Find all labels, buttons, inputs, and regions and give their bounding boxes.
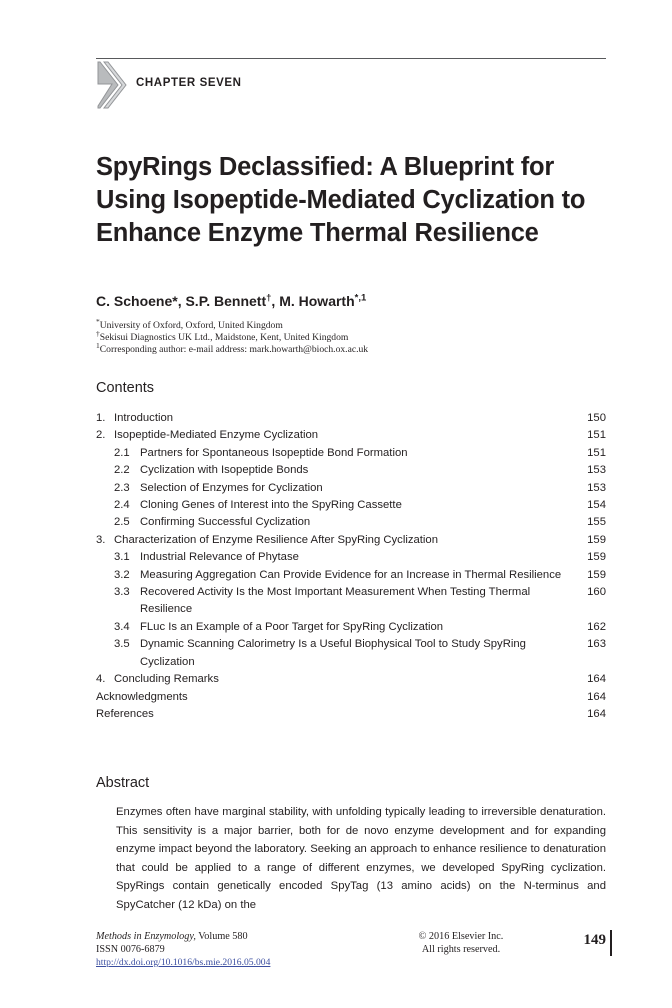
toc-label: Partners for Spontaneous Isopeptide Bond Formation bbox=[140, 446, 408, 459]
toc-label: Confirming Successful Cyclization bbox=[140, 516, 311, 529]
toc-number: 2.5 bbox=[114, 516, 130, 529]
toc-page: 160 bbox=[587, 586, 606, 599]
doi-link[interactable]: http://dx.doi.org/10.1016/bs.mie.2016.05.004 bbox=[96, 957, 271, 968]
toc-number: 4. bbox=[96, 673, 106, 686]
toc-entry[interactable] bbox=[96, 480, 606, 497]
toc-page: 159 bbox=[587, 551, 606, 564]
toc-number: 1. bbox=[96, 412, 106, 424]
page-edge-bar bbox=[610, 930, 612, 956]
chapter-label: CHAPTER SEVEN bbox=[136, 77, 242, 89]
toc-label: Acknowledgments bbox=[96, 690, 188, 703]
chevron-right-icon bbox=[96, 61, 130, 109]
footer-copyright-block bbox=[396, 930, 526, 956]
toc-label: Isopeptide-Mediated Enzyme Cyclization bbox=[114, 429, 319, 442]
toc-label: Concluding Remarks bbox=[114, 673, 219, 686]
footer-series-block bbox=[96, 930, 248, 956]
toc-entry[interactable] bbox=[96, 706, 606, 723]
toc-entry[interactable] bbox=[96, 671, 606, 688]
contents-heading: Contents bbox=[96, 380, 155, 396]
toc-page: 164 bbox=[587, 707, 606, 720]
toc-entry[interactable] bbox=[96, 462, 606, 479]
toc-number: 3.1 bbox=[114, 551, 130, 564]
toc-entry[interactable] bbox=[96, 427, 606, 444]
toc-label: References bbox=[96, 707, 154, 720]
footer-issn: ISSN 0076-6879 bbox=[96, 944, 165, 955]
toc-page: 164 bbox=[587, 690, 606, 703]
toc-page: 151 bbox=[587, 429, 606, 442]
toc-number: 2.2 bbox=[114, 464, 130, 477]
toc-number: 2.4 bbox=[114, 499, 130, 512]
abstract-heading: Abstract bbox=[96, 775, 150, 791]
footer-rights: All rights reserved. bbox=[421, 944, 501, 955]
toc-number: 2.1 bbox=[114, 446, 130, 459]
toc-entry[interactable] bbox=[96, 567, 606, 584]
toc-page: 164 bbox=[587, 673, 606, 686]
toc-number: 2.3 bbox=[114, 481, 130, 494]
toc-number: 2. bbox=[96, 429, 106, 442]
abstract-text: Enzymes often have marginal stability, with unfolding typically leading to irreversible denaturation. This sensitivity is a major barrier, both for de novo enzyme development and for expanding enzyme impact beyond the laboratory. Seeking an approach to enhance resilience to denaturation that could be applied to a range of different enzymes, we developed SpyRing cyclization. SpyRings contain genetically encoded SpyTag (13 amino acids) on the N-terminus and SpyCatcher (12 kDa) on the bbox=[116, 806, 606, 911]
footer-volume: Volume 580 bbox=[195, 931, 248, 942]
toc-entry[interactable] bbox=[96, 549, 606, 566]
toc-entry[interactable] bbox=[96, 445, 606, 462]
author-list bbox=[96, 292, 606, 309]
page-title: SpyRings Declassified: A Blueprint for Using Isopeptide-Mediated Cyclization to Enhance Enzyme Thermal Resilience bbox=[96, 153, 586, 248]
toc-label: Introduction bbox=[114, 412, 174, 424]
toc-page: 154 bbox=[587, 499, 606, 512]
toc-label: Characterization of Enzyme Resilience After SpyRing Cyclization bbox=[114, 533, 438, 546]
toc-entry[interactable] bbox=[96, 619, 606, 636]
toc-number: 3. bbox=[96, 533, 106, 546]
toc-number: 3.3 bbox=[114, 586, 130, 599]
toc-page: 155 bbox=[587, 516, 606, 529]
chapter-header bbox=[96, 58, 606, 105]
footer-series: Methods in Enzymology, bbox=[96, 931, 196, 942]
toc-page: 153 bbox=[587, 481, 606, 494]
toc-label: Cyclization with Isopeptide Bonds bbox=[140, 464, 309, 477]
table-of-contents bbox=[96, 410, 606, 723]
toc-entry[interactable] bbox=[96, 636, 606, 671]
toc-label: FLuc Is an Example of a Poor Target for SpyRing Cyclization bbox=[140, 620, 444, 633]
toc-number: 3.2 bbox=[114, 568, 130, 581]
toc-label: Cloning Genes of Interest into the SpyRing Cassette bbox=[140, 499, 402, 512]
page-number: 149 bbox=[583, 932, 606, 948]
page-footer bbox=[96, 930, 608, 990]
toc-label: Recovered Activity Is the Most Important Measurement When Testing Thermal Resilience bbox=[140, 586, 531, 616]
author-line: C. Schoene*, S.P. Bennett†, M. Howarth$^{*,1}$ bbox=[96, 292, 367, 309]
toc-label: Dynamic Scanning Calorimetry Is a Useful Biophysical Tool to Study SpyRing Cyclization bbox=[140, 638, 526, 668]
affiliation-2: †Sekisui Diagnostics UK Ltd., Maidstone, Kent, United Kingdom bbox=[96, 329, 349, 344]
toc-page: 159 bbox=[587, 568, 606, 581]
toc-entry[interactable] bbox=[96, 584, 606, 619]
toc-label: Industrial Relevance of Phytase bbox=[140, 551, 299, 564]
toc-page: 163 bbox=[587, 638, 606, 651]
toc-entry[interactable] bbox=[96, 689, 606, 706]
toc-page: 151 bbox=[587, 446, 606, 459]
toc-entry[interactable] bbox=[96, 514, 606, 531]
toc-number: 3.4 bbox=[114, 620, 130, 633]
toc-label: Measuring Aggregation Can Provide Evidence for an Increase in Thermal Resilience bbox=[140, 568, 562, 581]
toc-page: 159 bbox=[587, 533, 606, 546]
toc-label: Selection of Enzymes for Cyclization bbox=[140, 481, 323, 494]
toc-page: 162 bbox=[587, 620, 606, 633]
footer-copyright: © 2016 Elsevier Inc. bbox=[418, 931, 504, 942]
toc-entry[interactable] bbox=[96, 410, 606, 427]
toc-entry[interactable] bbox=[96, 532, 606, 549]
toc-page: 150 bbox=[587, 412, 606, 424]
affiliation-1: *University of Oxford, Oxford, United Kingdom bbox=[96, 317, 283, 332]
toc-entry[interactable] bbox=[96, 497, 606, 514]
toc-page: 153 bbox=[587, 464, 606, 477]
affiliation-3: $^1$Corresponding author: e-mail address: mark.howarth@bioch.ox.ac.uk bbox=[96, 341, 369, 356]
toc-number: 3.5 bbox=[114, 638, 130, 651]
